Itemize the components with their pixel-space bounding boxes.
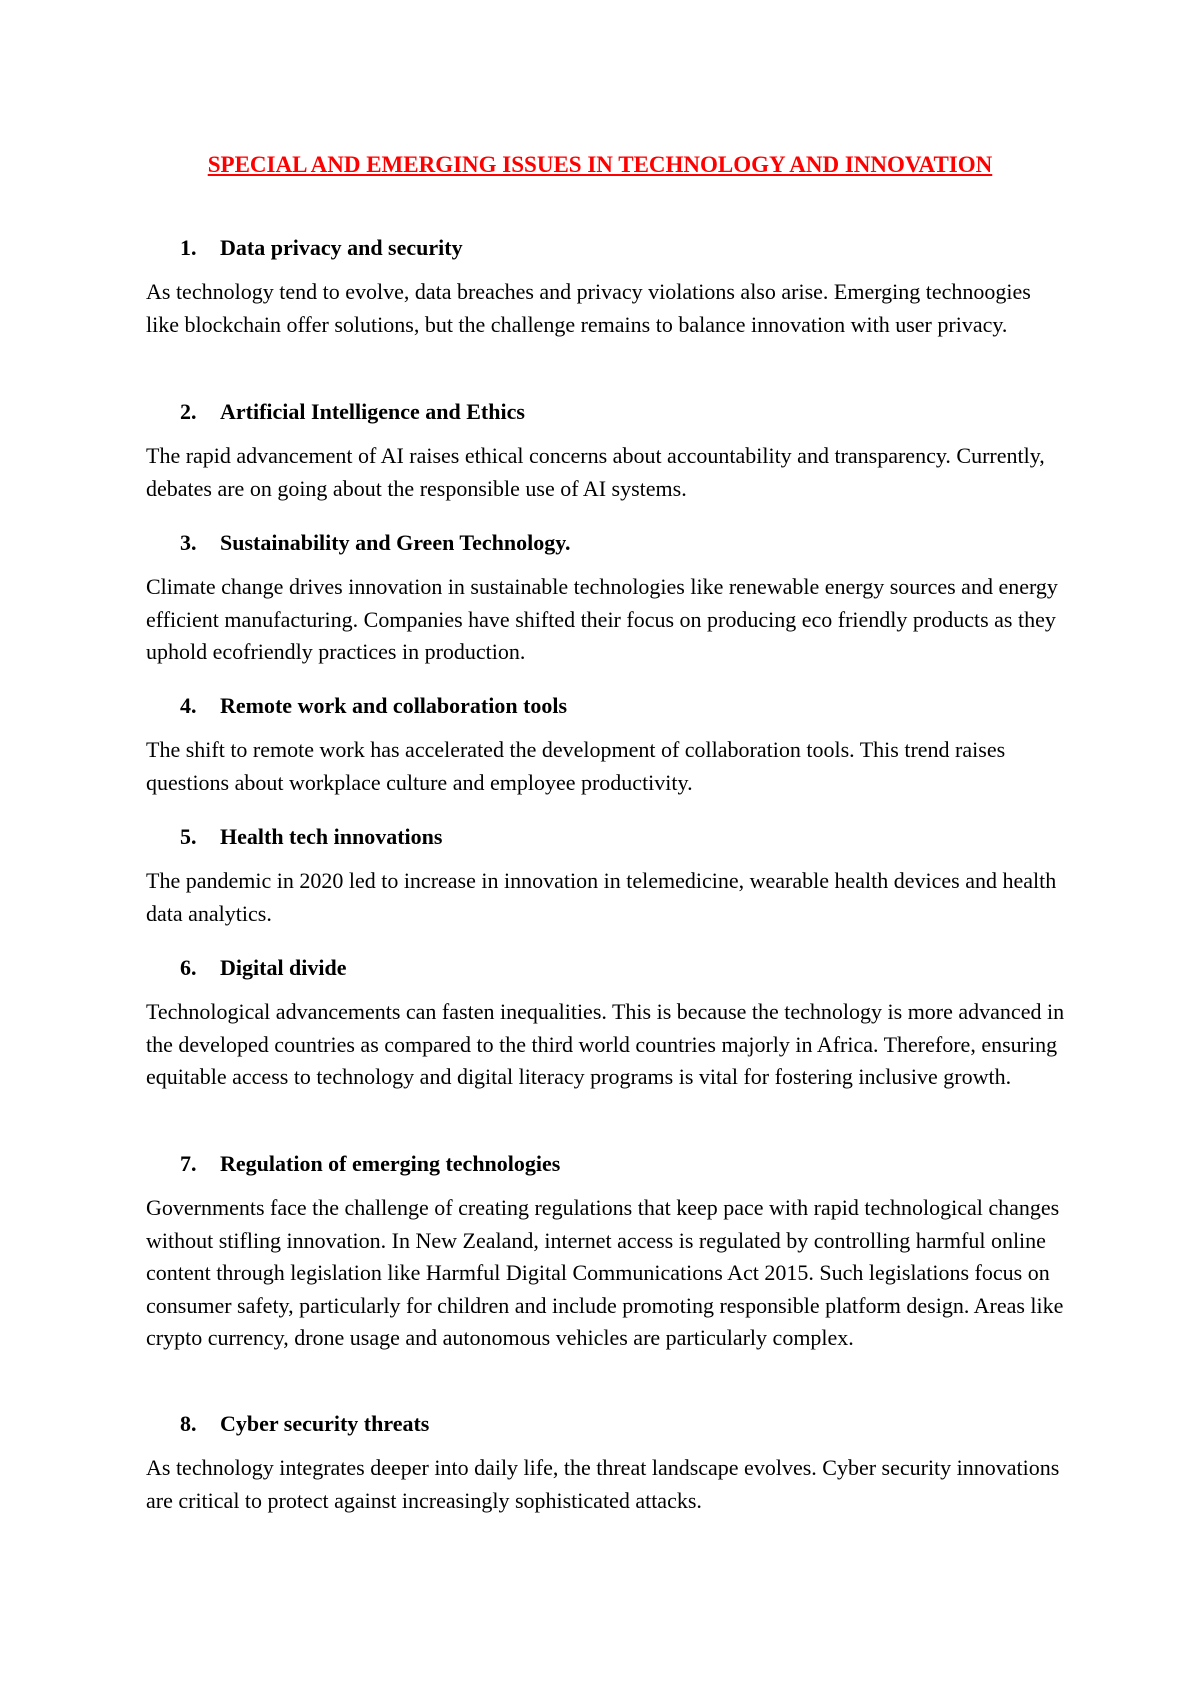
- section-number: 8.: [180, 1411, 197, 1436]
- section-heading: [146, 954, 1066, 982]
- section-heading-text: Cyber security threats: [220, 1411, 430, 1436]
- section-heading-text: Digital divide: [220, 955, 347, 980]
- section-heading-text: Health tech innovations: [220, 824, 443, 849]
- section-regulation: [146, 1150, 1066, 1355]
- section-ai-ethics: [146, 398, 1066, 505]
- section-heading-text: Sustainability and Green Technology.: [220, 530, 571, 555]
- section-sustainability: [146, 529, 1066, 669]
- section-number: 3.: [180, 530, 197, 555]
- section-digital-divide: [146, 954, 1066, 1094]
- section-number: 6.: [180, 955, 197, 980]
- section-body: As technology tend to evolve, data breaches and privacy violations also arise. Emerging technoogies like blockchain offer solutions, but the challenge remains to balance innovation with user privacy.: [146, 279, 1031, 337]
- section-heading-text: Data privacy and security: [220, 235, 463, 260]
- section-number: 1.: [180, 235, 197, 260]
- section-health-tech: [146, 823, 1066, 930]
- section-heading: [146, 398, 1066, 426]
- section-body: As technology integrates deeper into daily life, the threat landscape evolves. Cyber security innovations are critical to protect against increasingly sophisticated attacks.: [146, 1455, 1060, 1513]
- section-number: 2.: [180, 399, 197, 424]
- page-title: SPECIAL AND EMERGING ISSUES IN TECHNOLOGY AND INNOVATION: [207, 152, 993, 177]
- section-heading: [146, 1150, 1066, 1178]
- section-data-privacy: [146, 234, 1066, 341]
- section-body: The rapid advancement of AI raises ethical concerns about accountability and transparency. Currently, debates are on going about the responsible use of AI systems.: [146, 443, 1045, 501]
- section-heading-text: Regulation of emerging technologies: [220, 1151, 561, 1176]
- section-body: Technological advancements can fasten inequalities. This is because the technology is more advanced in the developed countries as compared to the third world countries majorly in Africa. Therefore, ensuring equitable access to technology and digital literacy programs is vital for fostering inclusive growth.: [146, 999, 1065, 1089]
- section-heading: [146, 823, 1066, 851]
- section-body: Governments face the challenge of creating regulations that keep pace with rapid technological changes without stifling innovation. In New Zealand, internet access is regulated by controlling harmful online content through legislation like Harmful Digital Communications Act 2015. Such legislations focus on consumer safety, particularly for children and include promoting responsible platform design. Areas like crypto currency, drone usage and autonomous vehicles are particularly complex.: [146, 1195, 1064, 1350]
- section-heading: [146, 234, 1066, 262]
- section-heading: [146, 529, 1066, 557]
- section-heading-text: Remote work and collaboration tools: [220, 693, 568, 718]
- section-body: The pandemic in 2020 led to increase in innovation in telemedicine, wearable health devices and health data analytics.: [146, 868, 1057, 926]
- section-body: The shift to remote work has accelerated the development of collaboration tools. This trend raises questions about workplace culture and employee productivity.: [146, 737, 1006, 795]
- section-heading: [146, 1410, 1066, 1438]
- section-number: 7.: [180, 1151, 197, 1176]
- section-heading: [146, 692, 1066, 720]
- section-heading-text: Artificial Intelligence and Ethics: [220, 399, 525, 424]
- section-number: 5.: [180, 824, 197, 849]
- section-number: 4.: [180, 693, 197, 718]
- section-remote-work: [146, 692, 1066, 799]
- section-body: Climate change drives innovation in sustainable technologies like renewable energy sources and energy efficient manufacturing. Companies have shifted their focus on producing eco friendly products as they uphold ecofriendly practices in production.: [146, 574, 1058, 664]
- section-cyber-security: [146, 1410, 1066, 1517]
